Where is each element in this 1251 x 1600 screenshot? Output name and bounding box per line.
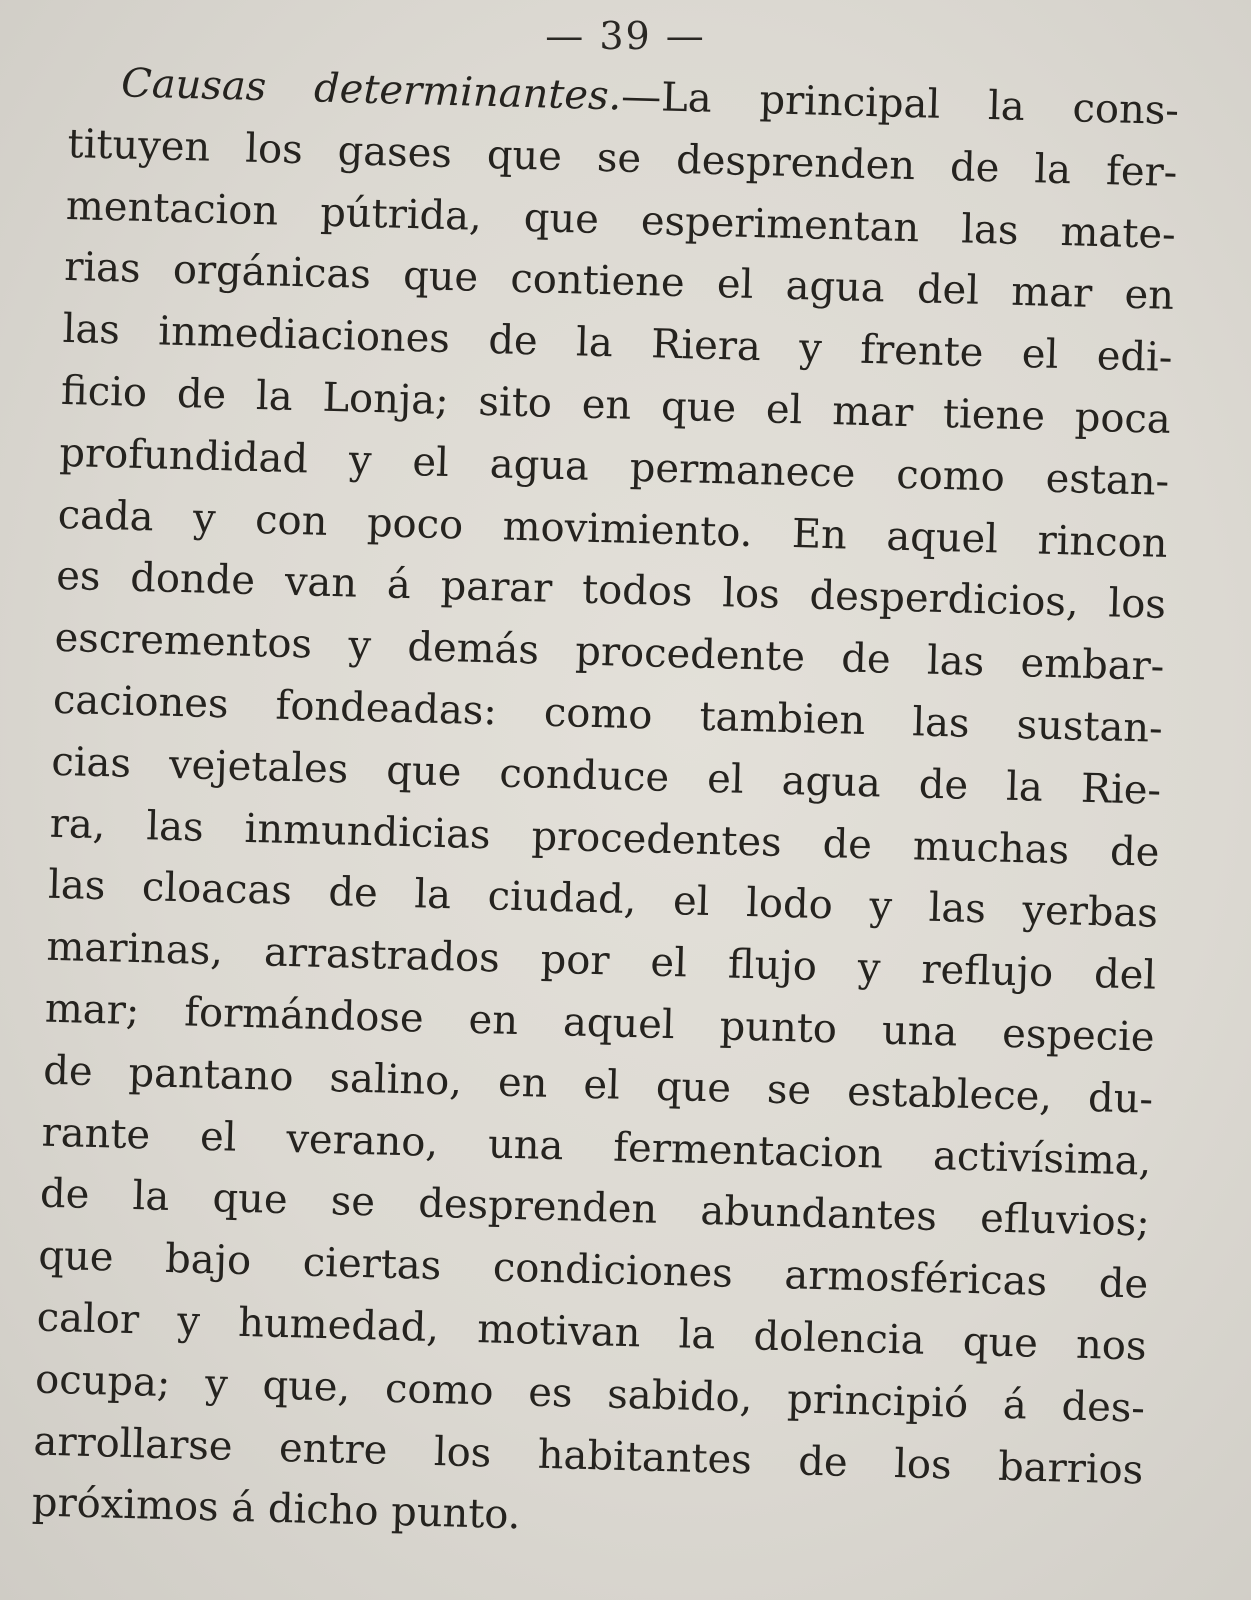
text-line: arrollarse entre los habitantes de los barrios [33,1418,1144,1494]
text-line: rias orgánicas que contiene el agua del mar en [63,244,1175,320]
text-line: de la que se desprenden abundantes efluvios; [39,1170,1151,1247]
text-line: rante el verano, una fermentacion activísima, [41,1109,1152,1185]
text-line: ocupa; y que, como es sabido, principió á des- [34,1356,1146,1432]
text-line: tituyen los gases que se desprenden de la fer- [66,120,1178,196]
text-line: ficio de la Lonja; sito en que el mar tiene poca [60,367,1172,443]
text-line: cada y con poco movimiento. En aquel rincon [57,491,1169,567]
text-line: cias vejetales que conduce el agua de la Rie- [50,738,1162,814]
text-line: las inmediaciones de la Riera y frente el edi- [62,306,1173,382]
text-line: que bajo ciertas condiciones armosféricas de [37,1232,1149,1308]
body-paragraph [31,52,1179,1564]
text-line: mar; formándose en aquel punto una especie [44,985,1156,1061]
text-line: próximos á dicho punto. [31,1479,522,1539]
text-line: caciones fondeadas: como tambien las sustan- [52,676,1164,752]
section-heading: Causas determinantes. [120,60,622,120]
text-line-content: —La principal la cons- [620,73,1180,135]
text-line: es donde van á parar todos los desperdicios, los [55,553,1167,629]
text-line: las cloacas de la ciudad, el lodo y las yerbas [47,862,1159,938]
text-line: de pantano salino, en el que se establece, du- [42,1047,1154,1123]
text-line: profundidad y el agua permanece como estan- [58,429,1170,505]
text-line: mentacion pútrida, que esperimentan las mate- [65,182,1177,258]
text-line: escrementos y demás procedente de las embar- [54,614,1165,691]
text-line: calor y humedad, motivan la dolencia que nos [36,1294,1148,1370]
text-line: marinas, arrastrados por el flujo y reflujo del [45,923,1157,999]
page-number: — 39 — [545,14,706,58]
text-line: ra, las inmundicias procedentes de muchas de [49,800,1161,876]
